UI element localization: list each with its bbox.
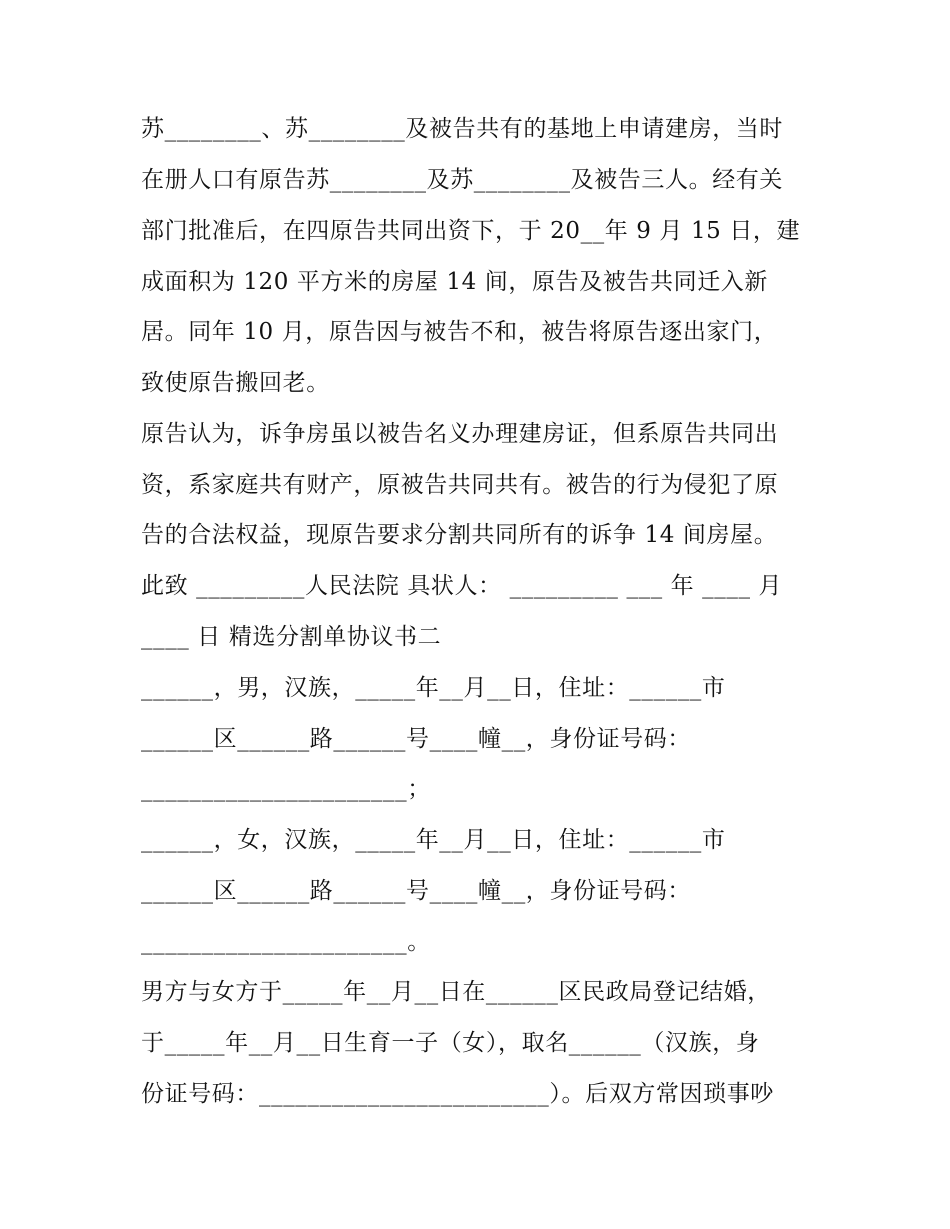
text-line: 苏________、苏________及被告共有的基地上申请建房，当时 [141, 116, 783, 142]
text-line: 致使原告搬回老。 [141, 370, 330, 396]
text-line: 于_____年__月__日生育一子（女），取名______（汉族，身 [141, 1030, 760, 1056]
text-line: 居。同年 10 月，原告因与被告不和，被告将原告逐出家门， [141, 319, 778, 345]
text-line: 此致 _________人民法院 具状人： _________ ___ 年 ____ 月 [141, 573, 783, 599]
text-line: 成面积为 120 平方米的房屋 14 间，原告及被告共同迁入新 [141, 269, 769, 295]
text-line: 资，系家庭共有财产，原被告共同共有。被告的行为侵犯了原 [141, 472, 779, 498]
text-line: ______，女，汉族，_____年__月__日，住址：______市 [141, 827, 726, 853]
text-line: ______区______路______号____幢__，身份证号码： [141, 726, 691, 752]
text-line: 告的合法权益，现原告要求分割共同所有的诉争 14 间房屋。 [141, 522, 778, 548]
text-line: 男方与女方于_____年__月__日在______区民政局登记结婚， [141, 979, 771, 1005]
text-line: ______________________。 [141, 929, 431, 955]
text-line: 在册人口有原告苏________及苏________及被告三人。经有关 [141, 167, 783, 193]
text-line: 部门批准后，在四原告共同出资下，于 20__年 9 月 15 日，建 [141, 218, 801, 244]
text-line: ______________________； [141, 776, 431, 802]
text-line: ______，男，汉族，_____年__月__日，住址：______市 [141, 675, 726, 701]
text-line: ____ 日 精选分割单协议书二 [141, 624, 442, 650]
text-line: 原告认为，诉争房虽以被告名义办理建房证，但系原告共同出 [141, 421, 779, 447]
text-line: 份证号码：________________________）。后双方常因琐事吵 [141, 1081, 774, 1107]
text-line: ______区______路______号____幢__，身份证号码： [141, 878, 691, 904]
